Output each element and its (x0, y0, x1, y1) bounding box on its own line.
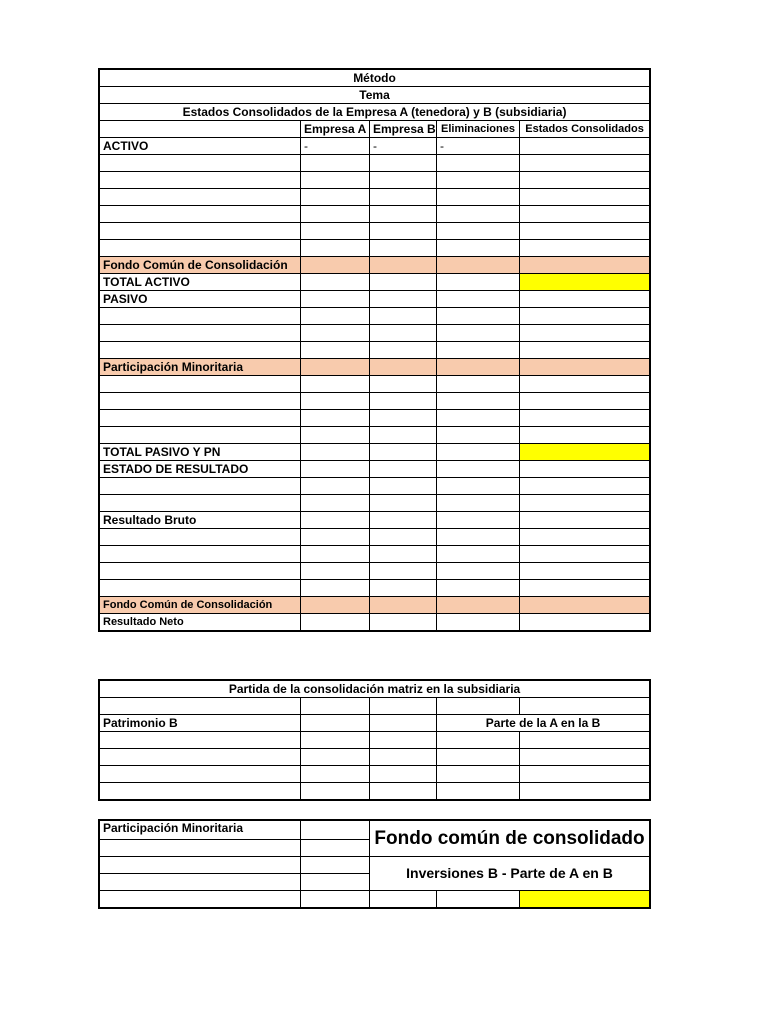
table-row (100, 240, 650, 257)
table-row (100, 698, 650, 715)
row-participacion-minoritaria (100, 359, 650, 376)
table-row (100, 189, 650, 206)
partida-consolidacion-table (99, 680, 650, 800)
label-parte-a-en-b: Parte de la A en la B (437, 715, 650, 732)
row-fondo-comun-2 (100, 597, 650, 614)
label-fondo-comun-2: Fondo Común de Consolidación (100, 597, 301, 614)
consolidated-statements-table (99, 69, 650, 631)
table-row (100, 206, 650, 223)
header-empresa-b: Empresa B (370, 121, 437, 138)
header-eliminaciones: Eliminaciones (437, 121, 520, 138)
row-total-pasivo-pn (100, 444, 650, 461)
label-total-pasivo-pn: TOTAL PASIVO Y PN (100, 444, 301, 461)
label-resultado-bruto: Resultado Bruto (100, 512, 301, 529)
partida-title: Partida de la consolidación matriz en la subsidiaria (100, 681, 650, 698)
header-blank (100, 121, 301, 138)
table-row (100, 325, 650, 342)
label-patrimonio-b: Patrimonio B (100, 715, 301, 732)
total-activo-highlight (520, 274, 650, 291)
label-activo: ACTIVO (100, 138, 301, 155)
method-title: Método (100, 70, 650, 87)
label-total-activo: TOTAL ACTIVO (100, 274, 301, 291)
row-patrimonio-b (100, 715, 650, 732)
table-row (100, 155, 650, 172)
topic-title: Tema (100, 87, 650, 104)
table-row (100, 732, 650, 749)
row-fondo-comun (100, 257, 650, 274)
label-participacion-minoritaria: Participación Minoritaria (100, 359, 301, 376)
row-estado-resultado (100, 461, 650, 478)
cell-dash: - (370, 138, 437, 155)
total-pasivo-highlight (520, 444, 650, 461)
table-row (100, 563, 650, 580)
fondo-result-highlight (520, 891, 650, 908)
formula-inversiones: Inversiones B - Parte de A en B (370, 857, 650, 891)
table-row (100, 749, 650, 766)
table-row (100, 495, 650, 512)
table-row (100, 580, 650, 597)
row-resultado-neto (100, 614, 650, 631)
table-row (100, 857, 650, 874)
label-pasivo: PASIVO (100, 291, 301, 308)
row-pasivo (100, 291, 650, 308)
label-estado-resultado: ESTADO DE RESULTADO (100, 461, 301, 478)
table-row (100, 172, 650, 189)
row-resultado-bruto (100, 512, 650, 529)
label-resultado-neto: Resultado Neto (100, 614, 301, 631)
header-estados-consolidados: Estados Consolidados (520, 121, 650, 138)
table-row (100, 766, 650, 783)
table-row (100, 223, 650, 240)
table-row (100, 393, 650, 410)
statements-title: Estados Consolidados de la Empresa A (tenedora) y B (subsidiaria) (100, 104, 650, 121)
table-cell (520, 138, 650, 155)
row-total-activo (100, 274, 650, 291)
header-row (100, 121, 650, 138)
cell-dash: - (437, 138, 520, 155)
fondo-comun-title: Fondo común de consolidado (370, 821, 650, 857)
row-participacion-label (100, 821, 650, 840)
table-row (100, 891, 650, 908)
table-row (100, 529, 650, 546)
label-fondo-comun: Fondo Común de Consolidación (100, 257, 301, 274)
participacion-minoritaria-table (99, 820, 650, 908)
table-row (100, 427, 650, 444)
table-row (100, 783, 650, 800)
header-empresa-a: Empresa A (301, 121, 370, 138)
table-row (100, 308, 650, 325)
table-row (100, 478, 650, 495)
table-row (100, 342, 650, 359)
table-row (100, 546, 650, 563)
label-participacion-minoritaria-2: Participación Minoritaria (100, 821, 301, 840)
row-activo (100, 138, 650, 155)
cell-dash: - (301, 138, 370, 155)
table-row (100, 410, 650, 427)
table-row (100, 376, 650, 393)
